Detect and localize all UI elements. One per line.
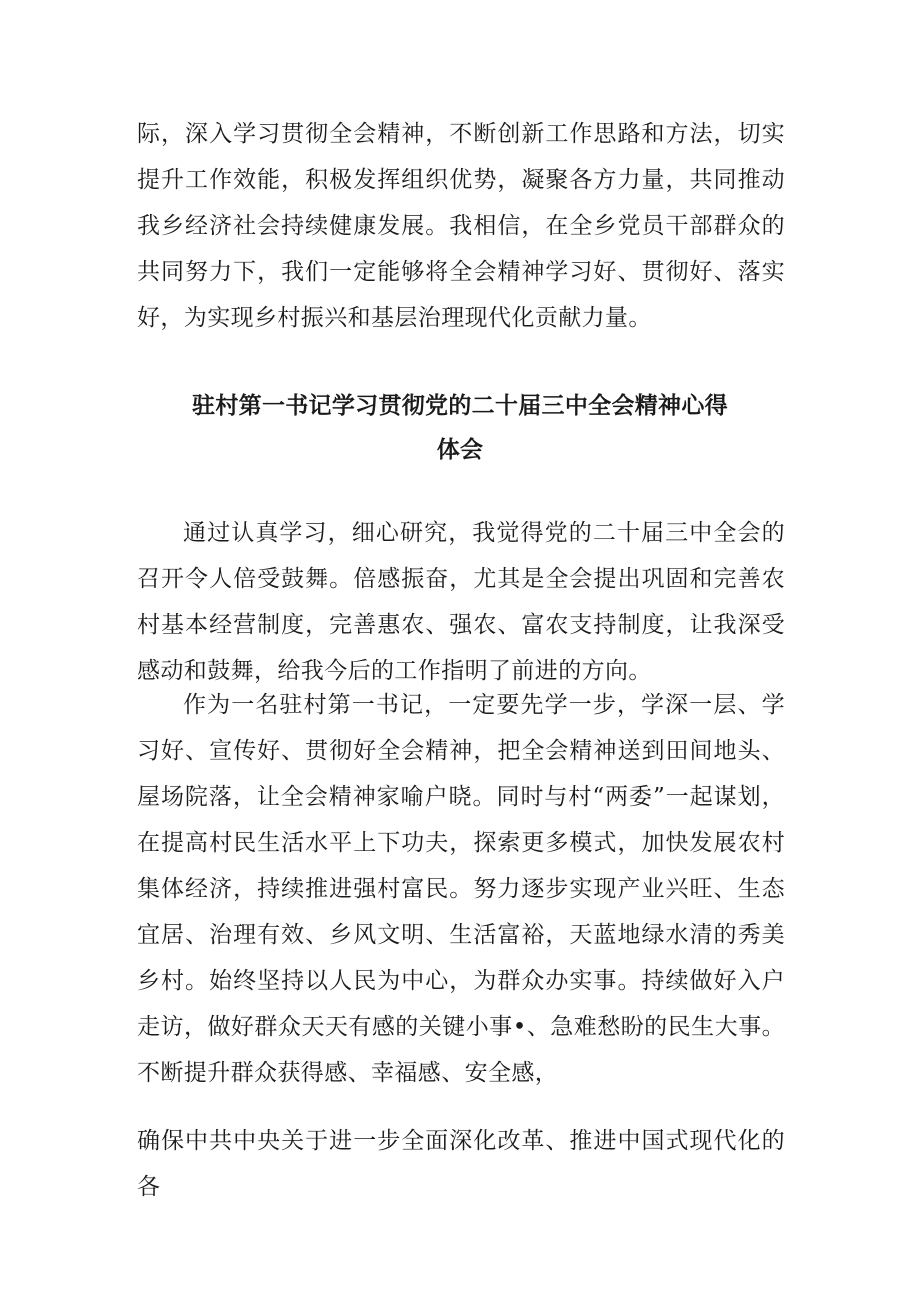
paragraph-continuation: 际，深入学习贯彻全会精神，不断创新工作思路和方法，切实提升工作效能，积极发挥组织优势，凝聚各方力量，共同推动我乡经济社会持续健康发展。我相信，在全乡党员干部群众的共同努力下，我们一定能够将全会精神学习好、贯彻好、落实好，为实现乡村振兴和基层治理现代化贡献力量。 [137, 121, 785, 331]
paragraph-body: 作为一名驻村第一书记，一定要先学一步，学深一层、学习好、宣传好、贯彻好全会精神，把全会精神送到田间地头、屋场院落，让全会精神家喻户晓。同时与村“两委”一起谋划，在提高村民生活水平上下功夫，探索更多模式，加快发展农村集体经济，持续推进强村富民。努力逐步实现产业兴旺、生态宜居、治理有效、乡风文明、生活富裕，天蓝地绿水清的秀美乡村。始终坚持以人民为中心，为群众办实事。持续做好入户走访，做好群众天天有感的关键小事•、急难愁盼的民生大事。不断提升群众获得感、幸福感、安全感， [137, 692, 785, 1086]
article-title [120, 384, 800, 472]
article-title-line-2: 体会 [436, 437, 484, 463]
paragraph-continued: 确保中共中央关于进一步全面深化改革、推进中国式现代化的各 [137, 1128, 785, 1200]
article-title-line-1: 驻村第一书记学习贯彻党的二十届三中全会精神心得 [192, 393, 728, 419]
paragraph-intro: 通过认真学习，细心研究，我觉得党的二十届三中全会的召开令人倍受鼓舞。倍感振奋，尤其是全会提出巩固和完善农村基本经营制度，完善惠农、强农、富农支持制度，让我深受感动和鼓舞，给我今后的工作指明了前进的方向。 [137, 520, 785, 684]
